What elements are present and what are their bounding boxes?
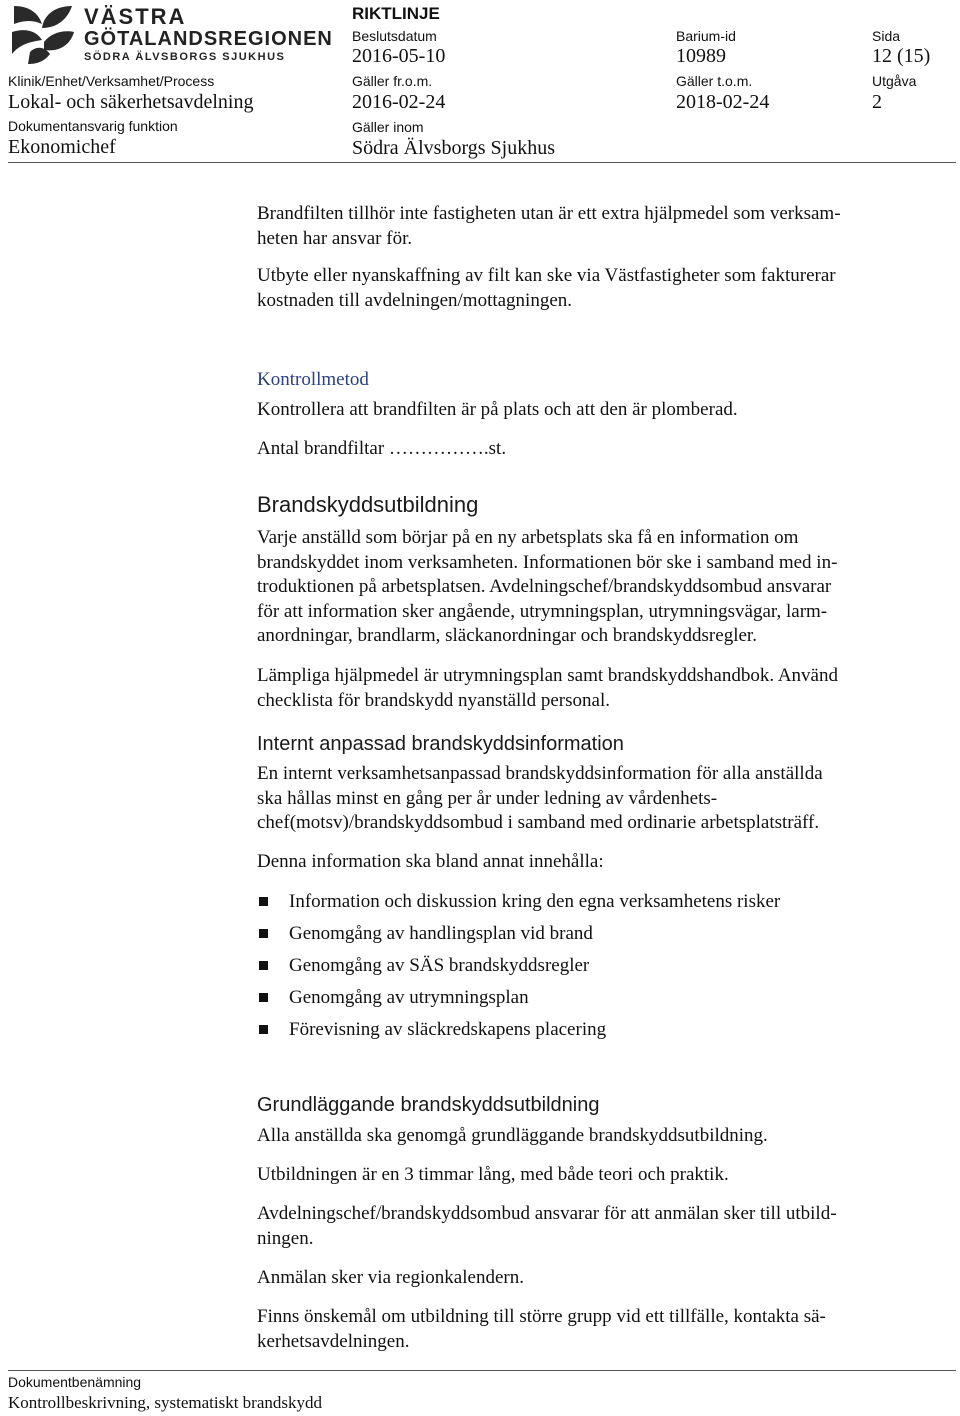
kontroll-text — [257, 398, 927, 423]
valid-from-value: 2016-02-24 — [352, 91, 446, 113]
responsible-label: Dokumentansvarig funktion — [8, 118, 178, 134]
antal-line: Antal brandfiltar …………….st. — [257, 438, 507, 459]
kontroll-line: Kontrollera att brandfilten är på plats och att den är plomberad. — [257, 399, 738, 420]
document-name-value: Kontrollbeskrivning, systematiskt brandskydd — [8, 1393, 323, 1412]
logo-text-line1: VÄSTRA — [84, 4, 187, 29]
list-item-text: Genomgång av handlingsplan vid brand — [289, 923, 593, 944]
page-number: 12 (15) — [872, 45, 931, 67]
document-type: RIKTLINJE — [352, 4, 440, 23]
paragraph-line: Anmälan sker via regionkalendern. — [257, 1267, 524, 1288]
clinic-value: Lokal- och säkerhetsavdelning — [8, 91, 254, 113]
logo-text-line3: SÖDRA ÄLVSBORGS SJUKHUS — [84, 51, 286, 63]
paragraph-line: för att information sker angående, utrymningsplan, utrymningsvägar, larm- — [257, 600, 828, 622]
paragraph-line: kerhetsavdelningen. — [257, 1330, 410, 1352]
intro-paragraph-2 — [257, 264, 927, 313]
decision-date-value: 2016-05-10 — [352, 45, 446, 67]
paragraph-line: Denna information ska bland annat innehålla: — [257, 851, 604, 872]
internt-paragraph-2 — [257, 850, 927, 875]
grund-paragraph-1 — [257, 1124, 927, 1149]
paragraph-line: checklista för brandskydd nyanställd personal. — [257, 689, 610, 711]
paragraph-line: ningen. — [257, 1227, 314, 1249]
scope-value: Södra Älvsborgs Sjukhus — [352, 137, 555, 159]
bullet-square-icon — [259, 961, 268, 970]
bullet-square-icon — [259, 1025, 268, 1034]
valid-to-label: Gäller t.o.m. — [676, 73, 753, 89]
list-item-text: Genomgång av utrymningsplan — [289, 987, 529, 1008]
bullet-square-icon — [259, 897, 268, 906]
list-item — [257, 982, 780, 1014]
paragraph-line: ska hållas minst en gång per år under ledning av vårdenhets- — [257, 787, 718, 809]
bullet-square-icon — [259, 993, 268, 1002]
barium-id-value: 10989 — [676, 45, 726, 67]
paragraph-line: Varje anställd som börjar på en ny arbetsplats ska få en information om — [257, 527, 799, 548]
grund-paragraph-3 — [257, 1202, 927, 1251]
intro-line: kostnaden till avdelningen/mottagningen. — [257, 289, 573, 311]
document-name-label: Dokumentbenämning — [8, 1374, 142, 1390]
barium-id-label: Barium-id — [676, 28, 736, 44]
paragraph-line: troduktionen på arbetsplatsen. Avdelningschef/brandskyddsombud ansvarar — [257, 576, 832, 597]
organization-logo — [8, 2, 333, 66]
clinic-label: Klinik/Enhet/Verksamhet/Process — [8, 73, 215, 89]
scope-label: Gäller inom — [352, 119, 424, 135]
edition-label: Utgåva — [872, 73, 917, 89]
list-item-text: Genomgång av SÄS brandskyddsregler — [289, 955, 590, 976]
list-item — [257, 886, 780, 918]
header-divider — [8, 162, 956, 163]
paragraph-line: anordningar, brandlarm, släckanordningar och brandskyddsregler. — [257, 625, 757, 646]
grund-paragraph-4 — [257, 1266, 927, 1291]
section-heading-grundlaggande: Grundläggande brandskyddsutbildning — [257, 1094, 600, 1116]
topics-list — [257, 886, 780, 1046]
grund-paragraph-2 — [257, 1163, 927, 1188]
antal-text — [257, 437, 927, 462]
responsible-value: Ekonomichef — [8, 136, 116, 158]
section-heading-kontrollmetod: Kontrollmetod — [257, 369, 369, 390]
paragraph-line: Alla anställda ska genomgå grundläggande brandskyddsutbildning. — [257, 1125, 768, 1146]
edition-value: 2 — [872, 91, 882, 113]
utbildning-paragraph-1 — [257, 526, 927, 649]
list-item — [257, 918, 780, 950]
paragraph-line: Finns önskemål om utbildning till större grupp vid ett tillfälle, kontakta sä- — [257, 1306, 826, 1327]
list-item — [257, 1014, 780, 1046]
bullet-square-icon — [259, 929, 268, 938]
section-heading-brandskyddsutbildning: Brandskyddsutbildning — [257, 492, 479, 517]
paragraph-line: Lämpliga hjälpmedel är utrymningsplan samt brandskyddshandbok. Använd — [257, 665, 838, 686]
intro-line: Brandfilten tillhör inte fastigheten utan är ett extra hjälpmedel som verksam- — [257, 203, 841, 224]
page-label: Sida — [872, 28, 901, 44]
intro-line: Utbyte eller nyanskaffning av filt kan ske via Västfastigheter som fakturerar — [257, 265, 836, 286]
paragraph-line: brandskyddet inom verksamheten. Informationen bör ske i samband med in- — [257, 551, 838, 573]
logo-mark-icon — [8, 2, 76, 66]
list-item-text: Förevisning av släckredskapens placering — [289, 1019, 607, 1040]
paragraph-line: Avdelningschef/brandskyddsombud ansvarar för att anmälan sker till utbild- — [257, 1203, 837, 1224]
internt-paragraph-1 — [257, 762, 927, 836]
footer-divider — [8, 1370, 956, 1371]
section-heading-internt: Internt anpassad brandskyddsinformation — [257, 733, 624, 755]
intro-paragraph-1 — [257, 202, 927, 251]
valid-to-value: 2018-02-24 — [676, 91, 770, 113]
paragraph-line: En internt verksamhetsanpassad brandskyddsinformation för alla anställda — [257, 763, 823, 784]
utbildning-paragraph-2 — [257, 664, 927, 713]
list-item — [257, 950, 780, 982]
intro-line: heten har ansvar för. — [257, 227, 413, 249]
paragraph-line: chef(motsv)/brandskyddsombud i samband med ordinarie arbetsplatsträff. — [257, 812, 820, 833]
valid-from-label: Gäller fr.o.m. — [352, 73, 433, 89]
logo-text-line2: GÖTALANDSREGIONEN — [84, 28, 333, 50]
paragraph-line: Utbildningen är en 3 timmar lång, med både teori och praktik. — [257, 1164, 729, 1185]
decision-date-label: Beslutsdatum — [352, 28, 437, 44]
grund-paragraph-5 — [257, 1305, 927, 1354]
list-item-text: Information och diskussion kring den egna verksamhetens risker — [289, 891, 781, 912]
